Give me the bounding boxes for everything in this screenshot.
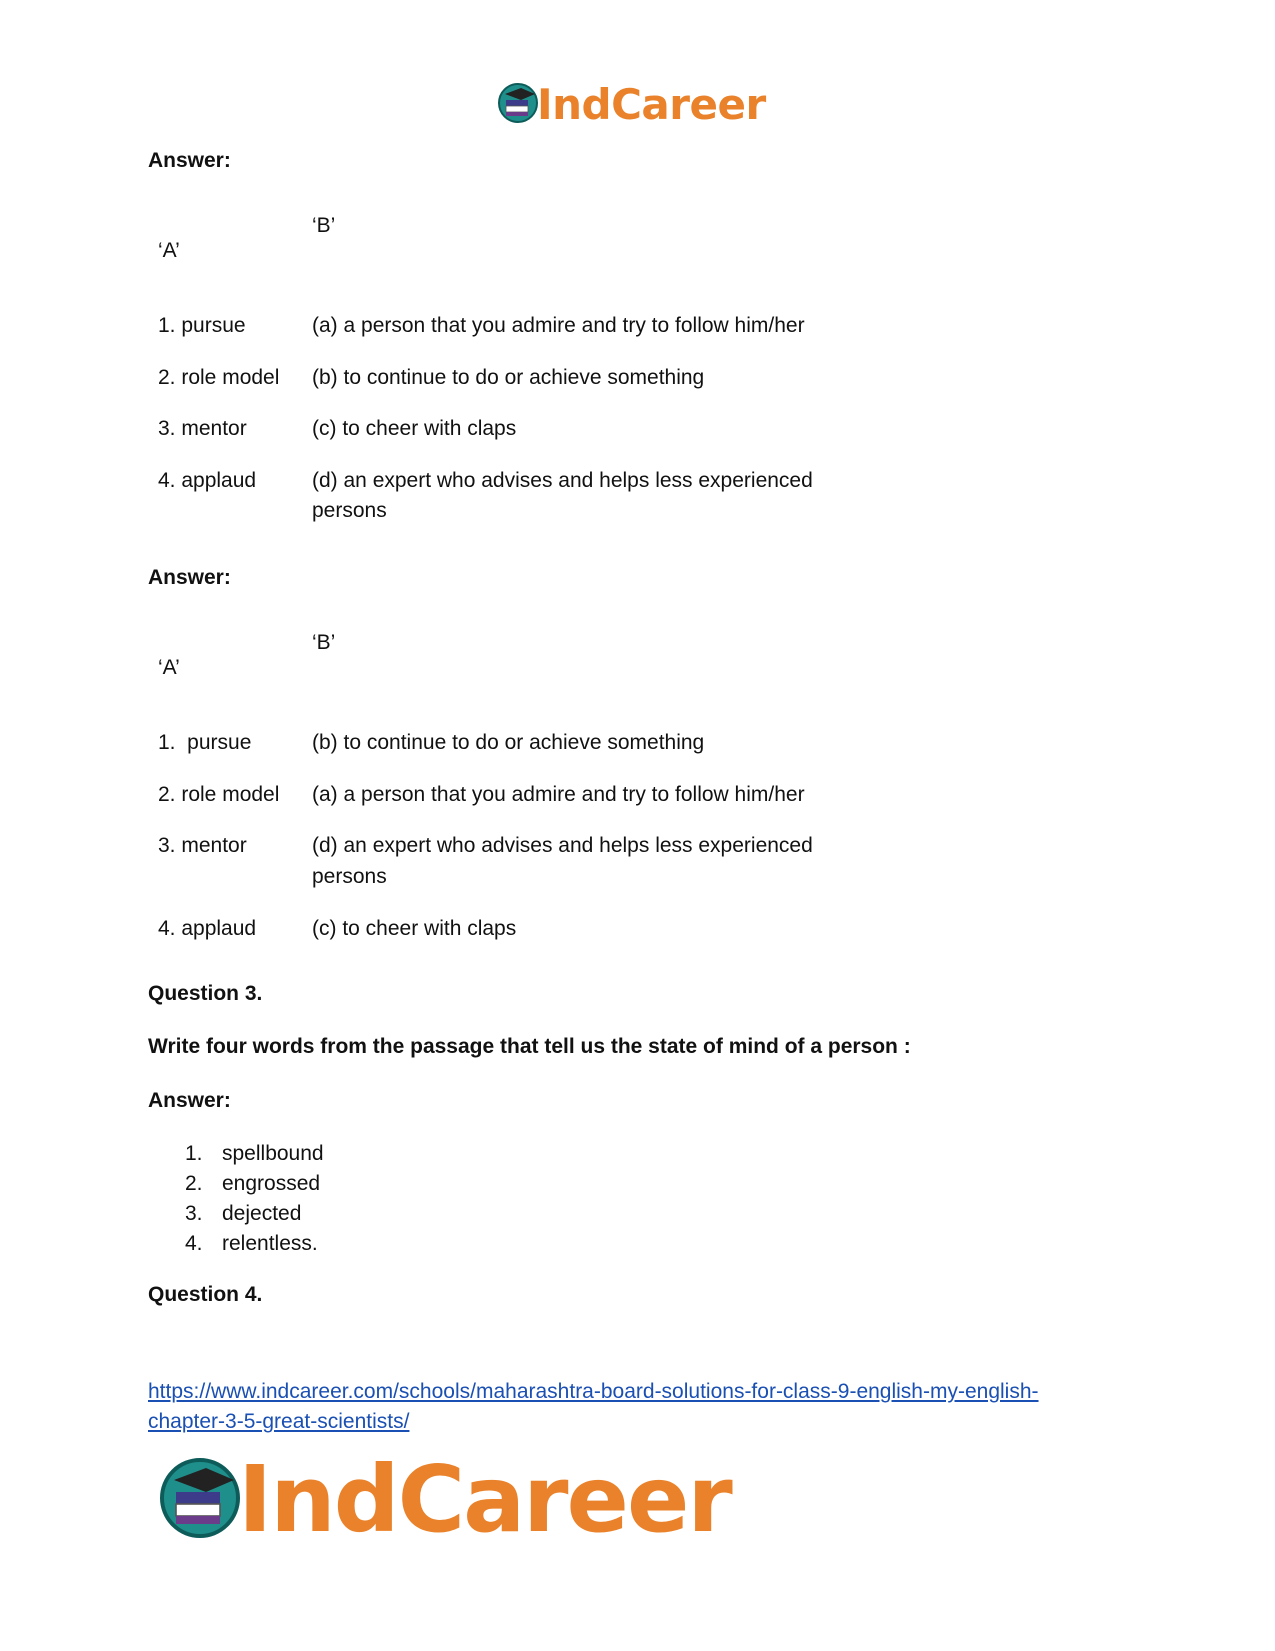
column-a-header: ‘A’	[158, 656, 180, 679]
table-row-definition-continued: persons	[312, 865, 387, 888]
logo-globe-icon	[497, 82, 539, 124]
table-row-term: 2. role model	[158, 783, 280, 806]
table-row-definition: (a) a person that you admire and try to follow him/her	[312, 314, 805, 337]
list-item	[185, 1169, 324, 1199]
list-item-number: 3.	[185, 1202, 203, 1225]
table-row-term: 4. applaud	[158, 469, 257, 492]
column-a-header: ‘A’	[158, 239, 180, 262]
list-item-number: 2.	[185, 1172, 203, 1195]
table-row-definition: (d) an expert who advises and helps less experienced	[312, 469, 813, 492]
logo-globe-icon	[158, 1456, 242, 1540]
question-heading: Question 3.	[148, 982, 263, 1005]
column-b-header: ‘B’	[312, 214, 336, 237]
table-row-term: 2. role model	[158, 366, 280, 389]
list-item	[185, 1139, 324, 1169]
footer-logo	[158, 1446, 731, 1553]
column-b-header: ‘B’	[312, 631, 336, 654]
table-row-term: 1. pursue	[158, 314, 246, 337]
table-row-term: 3. mentor	[158, 417, 247, 440]
table-row-definition: (c) to cheer with claps	[312, 917, 517, 940]
table-row-definition-continued: persons	[312, 499, 387, 522]
table-row-definition: (b) to continue to do or achieve something	[312, 731, 705, 754]
header-logo	[497, 80, 767, 129]
question-prompt: Write four words from the passage that tell us the state of mind of a person :	[148, 1035, 911, 1058]
table-row-definition: (a) a person that you admire and try to follow him/her	[312, 783, 805, 806]
answer-heading: Answer:	[148, 566, 231, 589]
table-row-term: 1. pursue	[158, 731, 252, 754]
question-heading: Question 4.	[148, 1283, 263, 1306]
list-item-text: relentless.	[222, 1232, 318, 1255]
table-row-term: 4. applaud	[158, 917, 257, 940]
table-row-term: 3. mentor	[158, 834, 247, 857]
answer-heading: Answer:	[148, 1089, 231, 1112]
answer-list	[185, 1139, 324, 1259]
source-link-line-1[interactable]: https://www.indcareer.com/schools/maharashtra-board-solutions-for-class-9-english-my-english-	[148, 1380, 1039, 1403]
list-item-text: engrossed	[222, 1172, 321, 1195]
logo-wordmark: IndCareer	[537, 80, 766, 129]
list-item-number: 4.	[185, 1232, 203, 1255]
source-link[interactable]	[148, 1377, 1039, 1437]
table-row-definition: (d) an expert who advises and helps less experienced	[312, 834, 813, 857]
source-link-line-2[interactable]: chapter-3-5-great-scientists/	[148, 1410, 410, 1433]
list-item-text: spellbound	[222, 1142, 324, 1165]
list-item	[185, 1199, 324, 1229]
table-row-definition: (b) to continue to do or achieve something	[312, 366, 705, 389]
list-item	[185, 1229, 324, 1259]
table-row-definition: (c) to cheer with claps	[312, 417, 517, 440]
logo-wordmark: IndCareer	[238, 1446, 731, 1553]
list-item-number: 1.	[185, 1142, 203, 1165]
list-item-text: dejected	[222, 1202, 302, 1225]
answer-heading: Answer:	[148, 149, 231, 172]
